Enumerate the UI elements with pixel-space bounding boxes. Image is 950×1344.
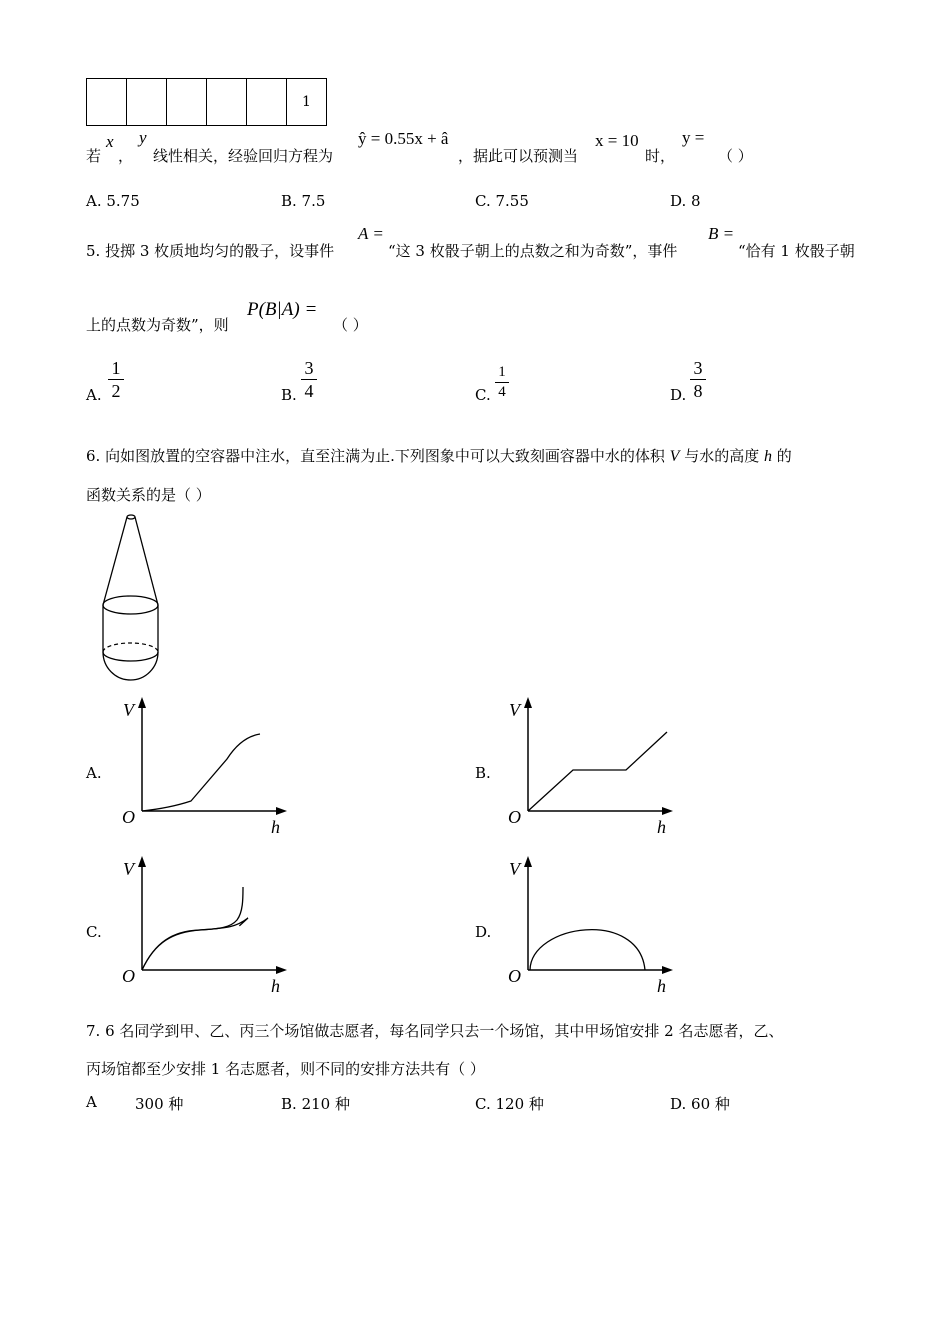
q6-text-line-1 <box>86 445 792 466</box>
fraction-numerator: 3 <box>693 358 703 378</box>
q5-option-b-label: B. <box>281 386 297 404</box>
q7-option-d <box>670 1093 730 1114</box>
q5-text-2: “这 3 枚骰子朝上的点数之和为奇数”，事件 <box>388 242 678 260</box>
axis-label-h: h <box>271 976 280 996</box>
curve-b <box>528 732 667 811</box>
origin-label: O <box>122 807 135 827</box>
q5-option-d-fraction <box>690 358 706 401</box>
q6-text-2: 与水的高度 <box>684 447 760 465</box>
q4-var-x: x <box>106 132 114 151</box>
q5-option-b-fraction <box>301 358 317 401</box>
q4-text-2: 线性相关，经验回归方程为 <box>153 147 334 165</box>
origin-label: O <box>122 966 135 986</box>
q5-answer-blank: （ ） <box>333 316 368 334</box>
curve-d <box>530 930 645 970</box>
q5-text-4: 上的点数为奇数”，则 <box>86 316 229 334</box>
q6-graph-c <box>115 854 295 999</box>
q5-event-a: A = <box>358 224 384 243</box>
q7-option-b-label: B. <box>281 1095 297 1113</box>
table-cell <box>87 79 127 126</box>
axis-label-h: h <box>657 976 666 996</box>
table-cell: 1 <box>287 79 327 126</box>
q6-option-b-label: B. <box>475 764 491 782</box>
q5-text-1: 5. 投掷 3 枚质地均匀的骰子，设事件 <box>86 242 335 260</box>
q7-text-line-2: 丙场馆都至少安排 1 名志愿者，则不同的安排方法共有（ ） <box>86 1060 485 1078</box>
q4-var-y: y <box>139 128 147 147</box>
axis-label-v: V <box>123 700 134 720</box>
fraction-numerator: 1 <box>498 364 506 380</box>
q6-graph-a <box>115 695 295 840</box>
q7-option-a-text: 300 种 <box>135 1095 184 1113</box>
fraction-numerator: 1 <box>111 358 121 378</box>
axis-label-v: V <box>509 859 520 879</box>
table-cell <box>127 79 167 126</box>
q4-y-equals: y = <box>682 128 705 147</box>
q4-option-d: D. 8 <box>670 192 701 210</box>
origin-label: O <box>508 807 521 827</box>
q5-probability-expression: P(B|A) = <box>247 299 318 320</box>
q5-option-a-fraction <box>108 358 124 401</box>
fraction-denominator: 8 <box>693 381 703 401</box>
q6-text-1: 6. 向如图放置的空容器中注水，直至注满为止.下列图象中可以大致刻画容器中水的体积 <box>86 447 665 465</box>
q5-option-d-label: D. <box>670 386 687 404</box>
q4-text-1: 若 <box>86 147 102 165</box>
axis-label-v: V <box>123 859 134 879</box>
axis-label-h: h <box>271 817 280 837</box>
q7-option-d-text: 60 种 <box>691 1095 730 1113</box>
table-row <box>87 79 327 126</box>
q4-option-a: A. 5.75 <box>86 192 140 210</box>
q6-text-line-2: 函数关系的是（ ） <box>86 486 211 504</box>
q7-option-a-label: A <box>86 1093 97 1111</box>
q7-option-d-label: D. <box>670 1095 687 1113</box>
fraction-denominator: 4 <box>304 381 314 401</box>
table-cell <box>207 79 247 126</box>
q4-condition: x = 10 <box>595 131 639 150</box>
container-figure <box>95 510 170 685</box>
q7-option-b <box>281 1093 350 1114</box>
q4-regression-equation: ŷ = 0.55x + â <box>358 129 449 148</box>
q7-option-c-label: C. <box>475 1095 491 1113</box>
q7-option-b-text: 210 种 <box>301 1095 350 1113</box>
q5-option-c-label: C. <box>475 386 491 404</box>
q4-text-3: ，据此可以预测当 <box>458 147 579 165</box>
q7-option-c-text: 120 种 <box>495 1095 544 1113</box>
q5-option-a-label: A. <box>86 386 102 404</box>
q5-text-3: “恰有 1 枚骰子朝 <box>738 242 855 260</box>
q6-text-3: 的 <box>776 447 792 465</box>
axis-label-h: h <box>657 817 666 837</box>
q6-var-h: h <box>764 448 772 465</box>
q4-comma: ， <box>118 147 134 165</box>
fraction-denominator: 2 <box>111 381 121 401</box>
table-cell <box>247 79 287 126</box>
origin-label: O <box>508 966 521 986</box>
fraction-numerator: 3 <box>304 358 314 378</box>
q5-option-c-fraction <box>495 364 509 401</box>
q6-graph-d <box>501 854 681 999</box>
q5-event-b: B = <box>708 224 735 243</box>
table-cell <box>167 79 207 126</box>
q6-var-v: V <box>669 448 680 465</box>
fraction-denominator: 4 <box>498 384 506 400</box>
q6-option-a-label: A. <box>86 764 102 782</box>
q7-option-c <box>475 1093 544 1114</box>
q7-text-line-1: 7. 6 名同学到甲、乙、丙三个场馆做志愿者，每名同学只去一个场馆，其中甲场馆安排 2 名志愿者，乙、 <box>86 1022 784 1040</box>
q4-answer-blank: （ ） <box>718 147 753 165</box>
q6-option-c-label: C. <box>86 923 102 941</box>
q4-option-c: C. 7.55 <box>475 192 529 210</box>
q6-option-d-label: D. <box>475 923 492 941</box>
axis-label-v: V <box>509 700 520 720</box>
curve-c <box>142 887 243 970</box>
q6-graph-b <box>501 695 681 840</box>
data-table <box>86 78 327 126</box>
q4-text-4: 时， <box>645 147 676 165</box>
q4-option-b: B. 7.5 <box>281 192 326 210</box>
curve-a <box>142 734 260 811</box>
